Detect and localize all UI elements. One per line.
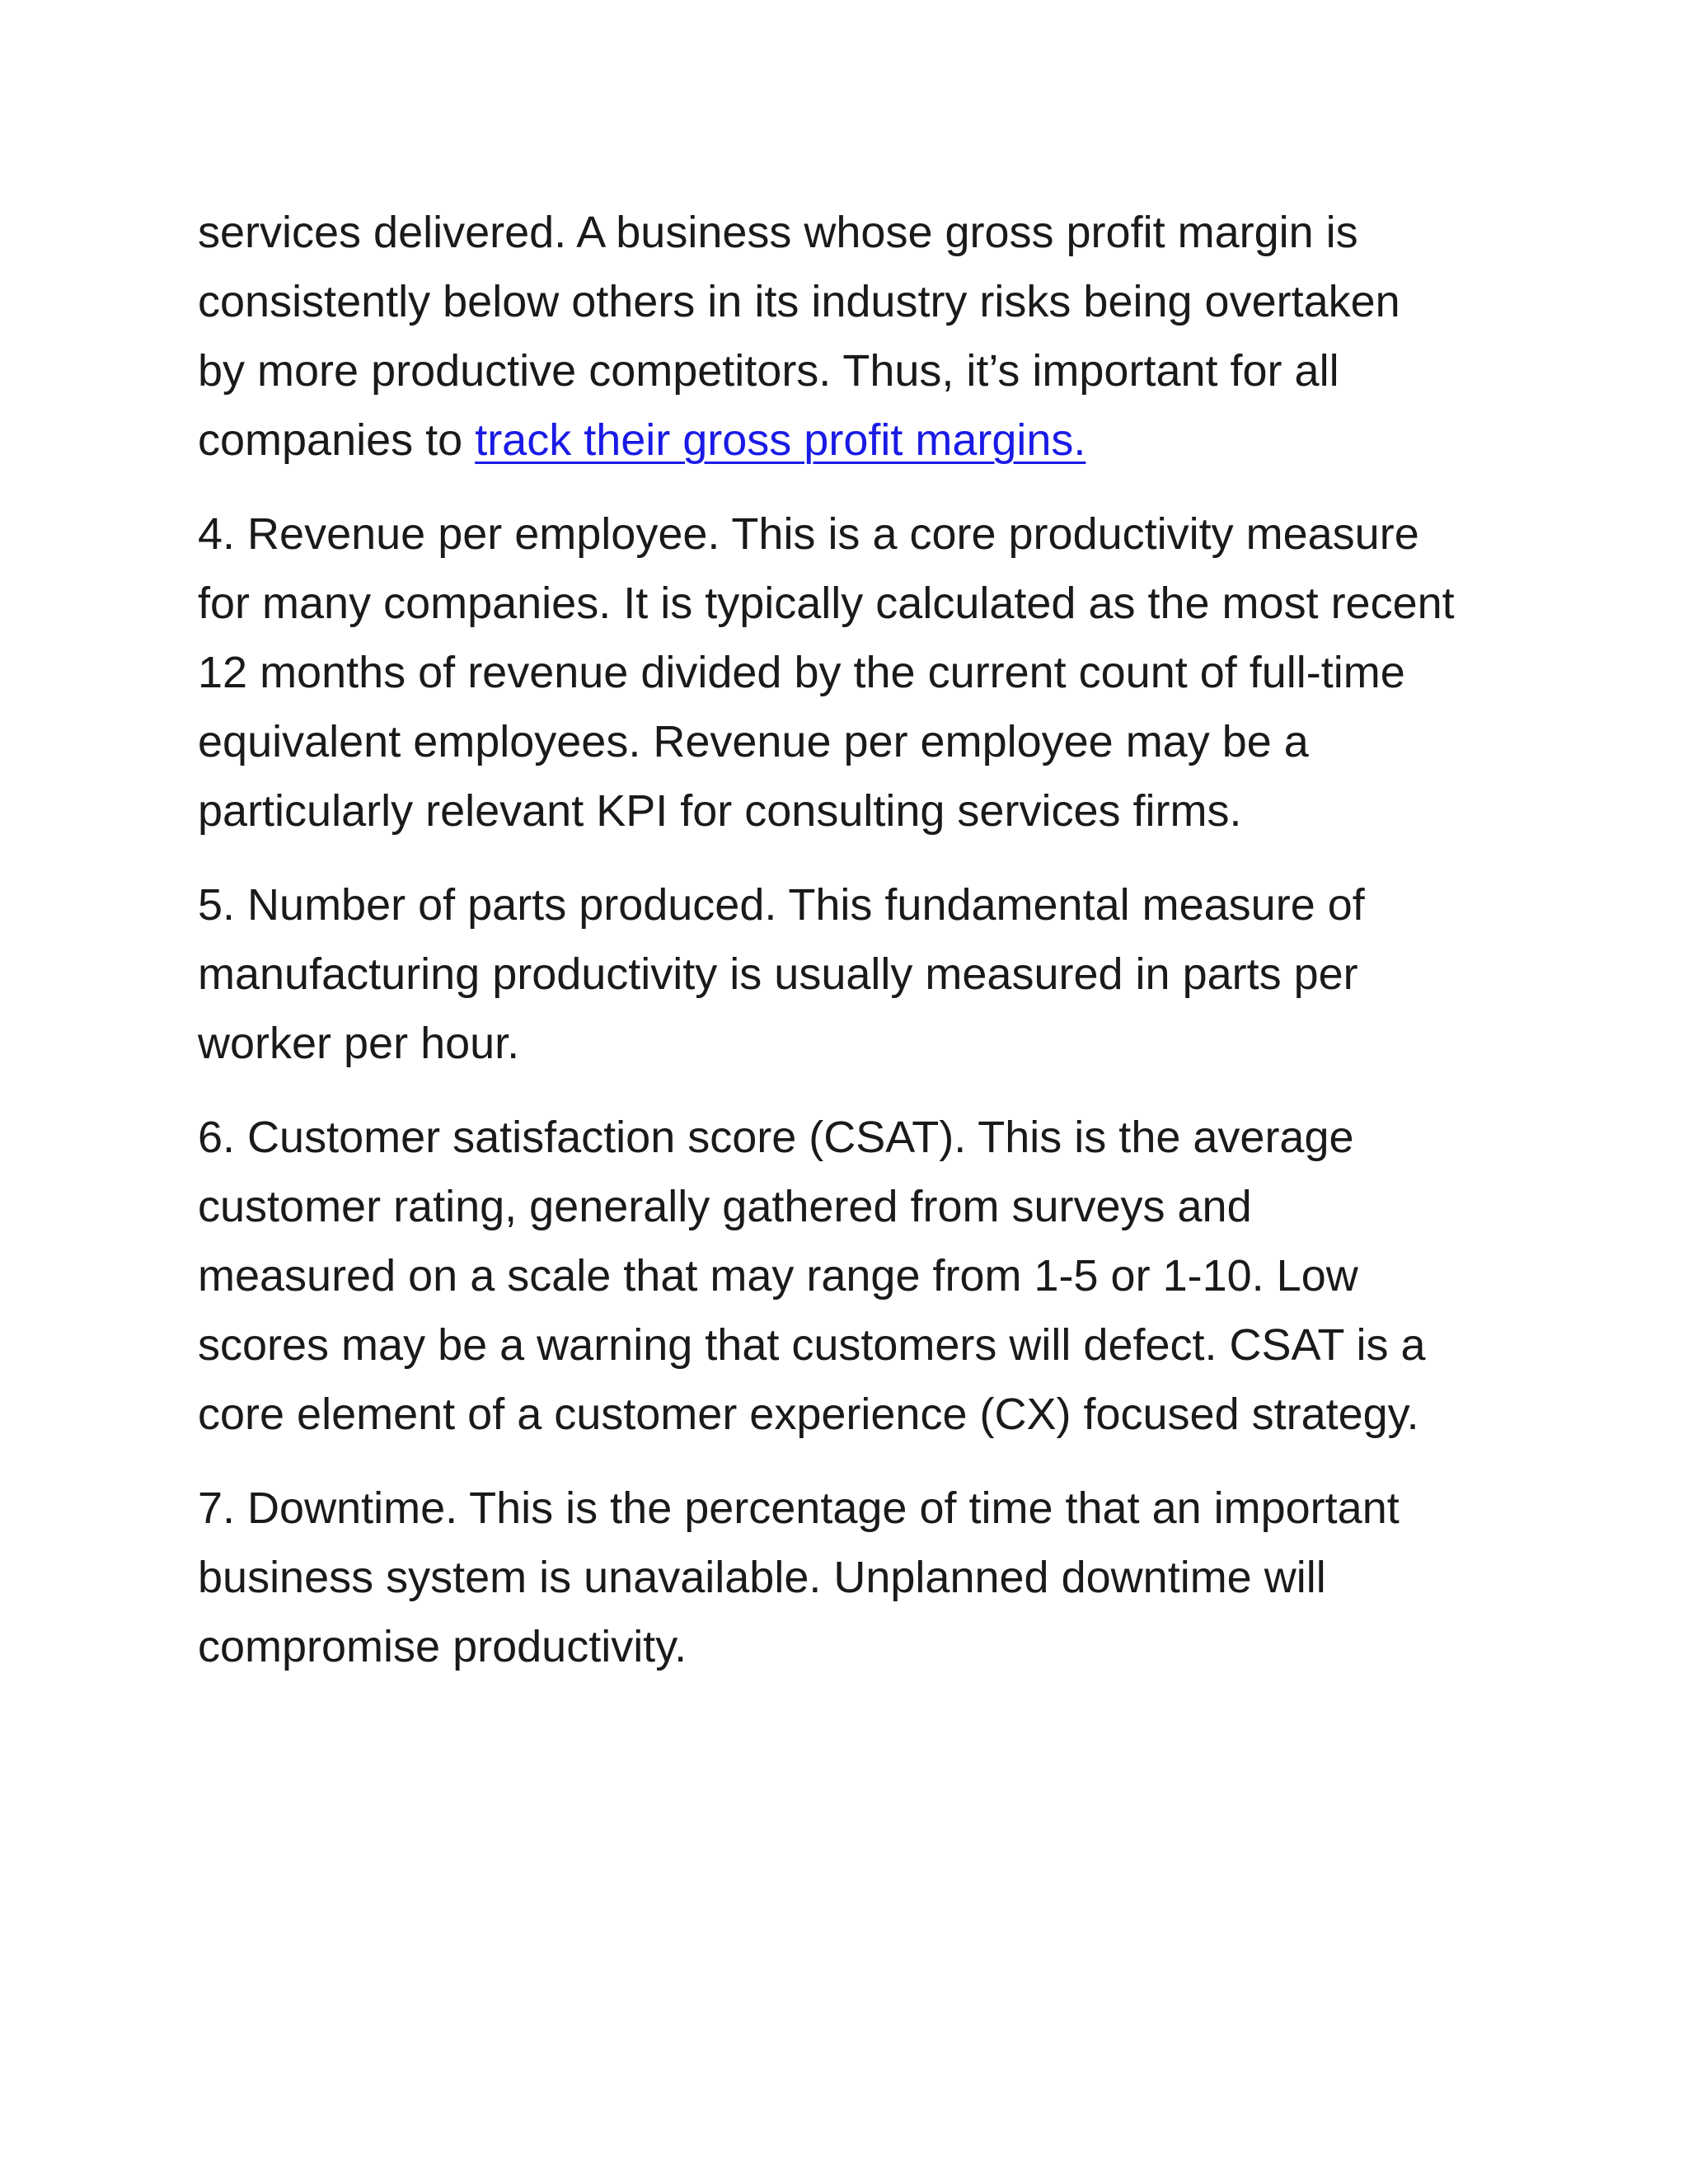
text-line: 4. Revenue per employee. This is a core productivity measure [198, 509, 1419, 559]
gross-profit-margins-link[interactable]: track their gross profit margins. [475, 415, 1086, 465]
text-line: consistently below others in its industry risks being overtaken [198, 277, 1400, 326]
text-line: scores may be a warning that customers will defect. CSAT is a [198, 1320, 1426, 1370]
text-line: measured on a scale that may range from 1-5 or 1-10. Low [198, 1251, 1358, 1301]
text-line: customer rating, generally gathered from surveys and [198, 1182, 1252, 1231]
text-line: business system is unavailable. Unplanned downtime will [198, 1553, 1326, 1602]
text-line: particularly relevant KPI for consulting services firms. [198, 786, 1242, 836]
text-line: compromise productivity. [198, 1622, 687, 1671]
text-line: 5. Number of parts produced. This fundamental measure of [198, 880, 1365, 930]
text-line: equivalent employees. Revenue per employee may be a [198, 717, 1309, 766]
document-body [198, 198, 1533, 1706]
text-line: 6. Customer satisfaction score (CSAT). This is the average [198, 1113, 1354, 1162]
text-line: core element of a customer experience (CX) focused strategy. [198, 1390, 1419, 1439]
text-line: 12 months of revenue divided by the current count of full-time [198, 648, 1405, 697]
text-line: by more productive competitors. Thus, it’s important for all [198, 346, 1339, 396]
text-line: for many companies. It is typically calculated as the most recent [198, 579, 1455, 628]
paragraph-csat [198, 1103, 1533, 1449]
link-lead-in-text: companies to [198, 415, 476, 465]
paragraph-revenue-per-employee [198, 499, 1533, 846]
text-line: manufacturing productivity is usually measured in parts per [198, 949, 1358, 999]
text-line: 7. Downtime. This is the percentage of time that an important [198, 1483, 1400, 1533]
text-line: worker per hour. [198, 1019, 520, 1068]
text-line-with-link [198, 405, 1533, 475]
paragraph-parts-produced [198, 870, 1533, 1078]
paragraph-downtime [198, 1474, 1533, 1681]
paragraph-gross-profit [198, 198, 1533, 475]
text-line: services delivered. A business whose gross profit margin is [198, 208, 1358, 257]
